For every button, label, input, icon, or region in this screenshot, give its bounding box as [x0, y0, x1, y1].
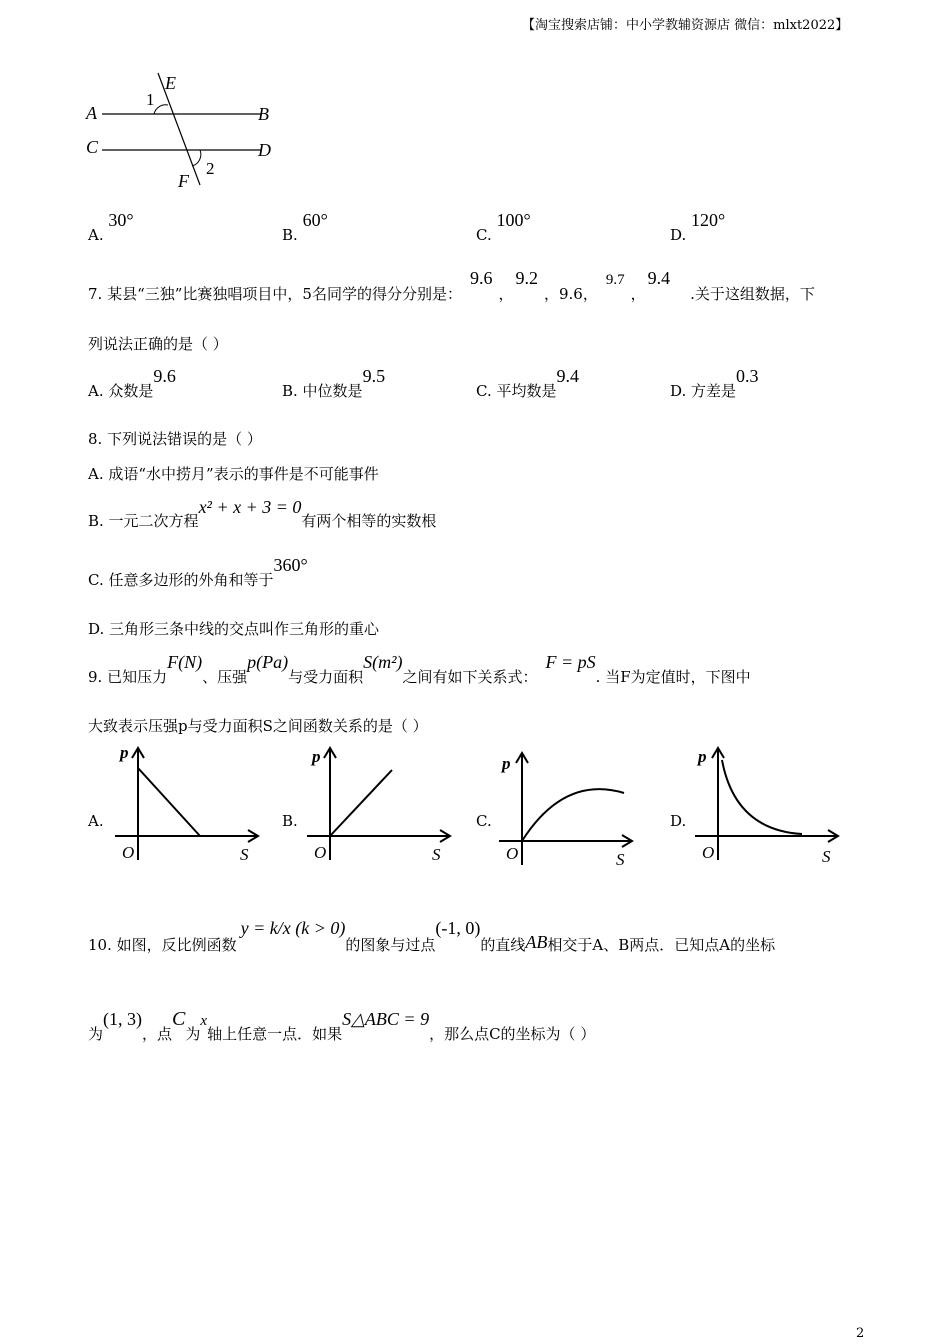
q7-stem-suffix: .关于这组数据，下	[690, 285, 815, 303]
pressure-formula: F = pS	[545, 652, 596, 672]
axis-p-label: p	[312, 747, 321, 766]
triangle-area: S△ABC = 9	[342, 1009, 430, 1029]
q7-stem-prefix: 7. 某县“三独”比赛独唱项目中，5名同学的得分分别是：	[88, 285, 462, 303]
option-value: 120°	[691, 210, 726, 230]
label-d: D	[258, 140, 271, 160]
angle-2-arc	[192, 150, 201, 166]
q7-option-d	[670, 366, 759, 400]
option-value: 0.3	[736, 366, 759, 386]
page-header: 【淘宝搜索店铺：中小学教辅资源店 微信：mlxt2022】	[522, 18, 849, 33]
q7-option-b	[282, 366, 386, 400]
option-value: 9.6	[153, 366, 176, 386]
q9-stem	[88, 652, 751, 686]
q8-option-c	[88, 555, 308, 589]
q7-score-5: 9.4	[647, 268, 671, 288]
axis-s-label: S	[822, 847, 831, 866]
origin-label: O	[702, 843, 715, 862]
q9-stem-line2: 大致表示压强p与受力面积S之间函数关系的是（ ）	[88, 717, 428, 735]
q9-graph-c-label: C.	[476, 812, 492, 830]
q7-stem: 7. 某县“三独”比赛独唱项目中，5名同学的得分分别是：9.6，9.2，9.6，9.7，9.4.关于这组数据，下	[88, 268, 815, 303]
q7-score-4: 9.7	[605, 272, 625, 288]
option-letter: C.	[476, 226, 492, 244]
q10-mid5: 为	[185, 1025, 201, 1043]
axis-p-label: p	[698, 747, 707, 766]
q10-mid1: 的图象与过点	[345, 936, 436, 954]
label-angle1: 1	[146, 90, 155, 109]
option-value: 9.4	[556, 366, 579, 386]
option-letter: B.	[282, 226, 298, 244]
q10-stem	[88, 918, 776, 954]
q7-option-a	[88, 366, 176, 400]
q10-line2-suffix: ，那么点C的坐标为（ ）	[429, 1025, 596, 1043]
label-c: C	[86, 137, 99, 157]
point-minus1-0: (-1, 0)	[435, 918, 481, 938]
q9-graph-b	[302, 740, 462, 870]
q6-option-a	[88, 210, 134, 244]
q8-stem: 8. 下列说法错误的是（ ）	[88, 430, 262, 448]
label-e: E	[165, 73, 176, 93]
q10-stem-line2	[88, 1008, 596, 1043]
option-value: 9.5	[362, 366, 386, 386]
q7-score-2: 9.2	[515, 268, 538, 288]
q7-stem-line2: 列说法正确的是（ ）	[88, 335, 228, 353]
q6-option-c	[476, 210, 531, 244]
pressure-unit: p(Pa)	[247, 652, 289, 672]
option-c-prefix: C. 任意多边形的外角和等于	[88, 571, 274, 589]
option-value: 30°	[108, 210, 134, 230]
option-letter: B. 中位数是	[282, 382, 363, 400]
option-letter: A.	[88, 226, 104, 244]
area-unit: S(m²)	[363, 652, 403, 672]
option-b-suffix: 有两个相等的实数根	[301, 512, 437, 530]
label-f: F	[178, 171, 189, 191]
label-a: A	[86, 103, 97, 123]
q9-graph-d	[690, 740, 850, 870]
q9-sep3: 之间有如下关系式：	[402, 668, 538, 686]
coord-a: (1, 3)	[103, 1009, 143, 1029]
q7-score-1: 9.6	[469, 268, 493, 288]
q9-sep2: 与受力面积	[288, 668, 364, 686]
q7-score-3: 9.6	[559, 285, 583, 303]
option-letter: D.	[670, 226, 687, 244]
option-letter: C. 平均数是	[476, 382, 557, 400]
inverse-function: y = k/x (k > 0)	[240, 918, 346, 938]
q7-option-c	[476, 366, 579, 400]
axis-p-label: p	[120, 743, 129, 762]
q8-option-a: A. 成语“水中捞月”表示的事件是不可能事件	[88, 465, 379, 483]
axis-s-label: S	[432, 845, 441, 864]
option-value: 60°	[302, 210, 328, 230]
axis-x: x	[200, 1013, 208, 1029]
quadratic-equation: x² + x + 3 = 0	[198, 497, 302, 517]
q9-graph-a	[110, 740, 270, 870]
angle-1-arc	[154, 105, 168, 114]
q8-option-b	[88, 497, 437, 530]
q10-mid3: 相交于A、B两点．已知点A的坐标	[547, 936, 776, 954]
parallel-lines-figure	[80, 65, 280, 195]
label-b: B	[258, 104, 269, 124]
origin-label: O	[314, 843, 327, 862]
origin-label: O	[122, 843, 135, 862]
page-number: 2	[856, 1326, 865, 1341]
q10-mid2: 的直线	[480, 936, 526, 954]
option-letter: A. 众数是	[88, 382, 154, 400]
q10-prefix: 10. 如图，反比例函数	[88, 936, 237, 954]
line-ab-name: AB	[525, 932, 548, 952]
q9-graph-c	[494, 745, 654, 875]
q8-option-d: D. 三角形三条中线的交点叫作三角形的重心	[88, 620, 380, 638]
axis-s-label: S	[240, 845, 249, 864]
option-value: 100°	[496, 210, 531, 230]
option-letter: D. 方差是	[670, 382, 737, 400]
axis-s-label: S	[616, 850, 625, 869]
q9-prefix: 9. 已知压力	[88, 668, 168, 686]
force-unit: F(N)	[167, 652, 203, 672]
q6-option-d	[670, 210, 726, 244]
q10-mid6: 轴上任意一点．如果	[207, 1025, 343, 1043]
exterior-angle-sum: 360°	[273, 555, 308, 575]
q10-line2-prefix: 为	[88, 1025, 104, 1043]
q9-graph-b-label: B.	[282, 812, 298, 830]
label-angle2: 2	[206, 159, 215, 178]
origin-label: O	[506, 844, 519, 863]
point-c: C	[172, 1008, 186, 1030]
q9-sep1: 、压强	[202, 668, 248, 686]
q10-mid4: ，点	[142, 1025, 173, 1043]
option-b-prefix: B. 一元二次方程	[88, 512, 199, 530]
q9-graph-d-label: D.	[670, 812, 687, 830]
q6-option-b	[282, 210, 328, 244]
q9-suffix: . 当F为定值时，下图中	[595, 668, 751, 686]
q9-graph-a-label: A.	[88, 812, 104, 830]
axis-p-label: p	[502, 754, 511, 773]
